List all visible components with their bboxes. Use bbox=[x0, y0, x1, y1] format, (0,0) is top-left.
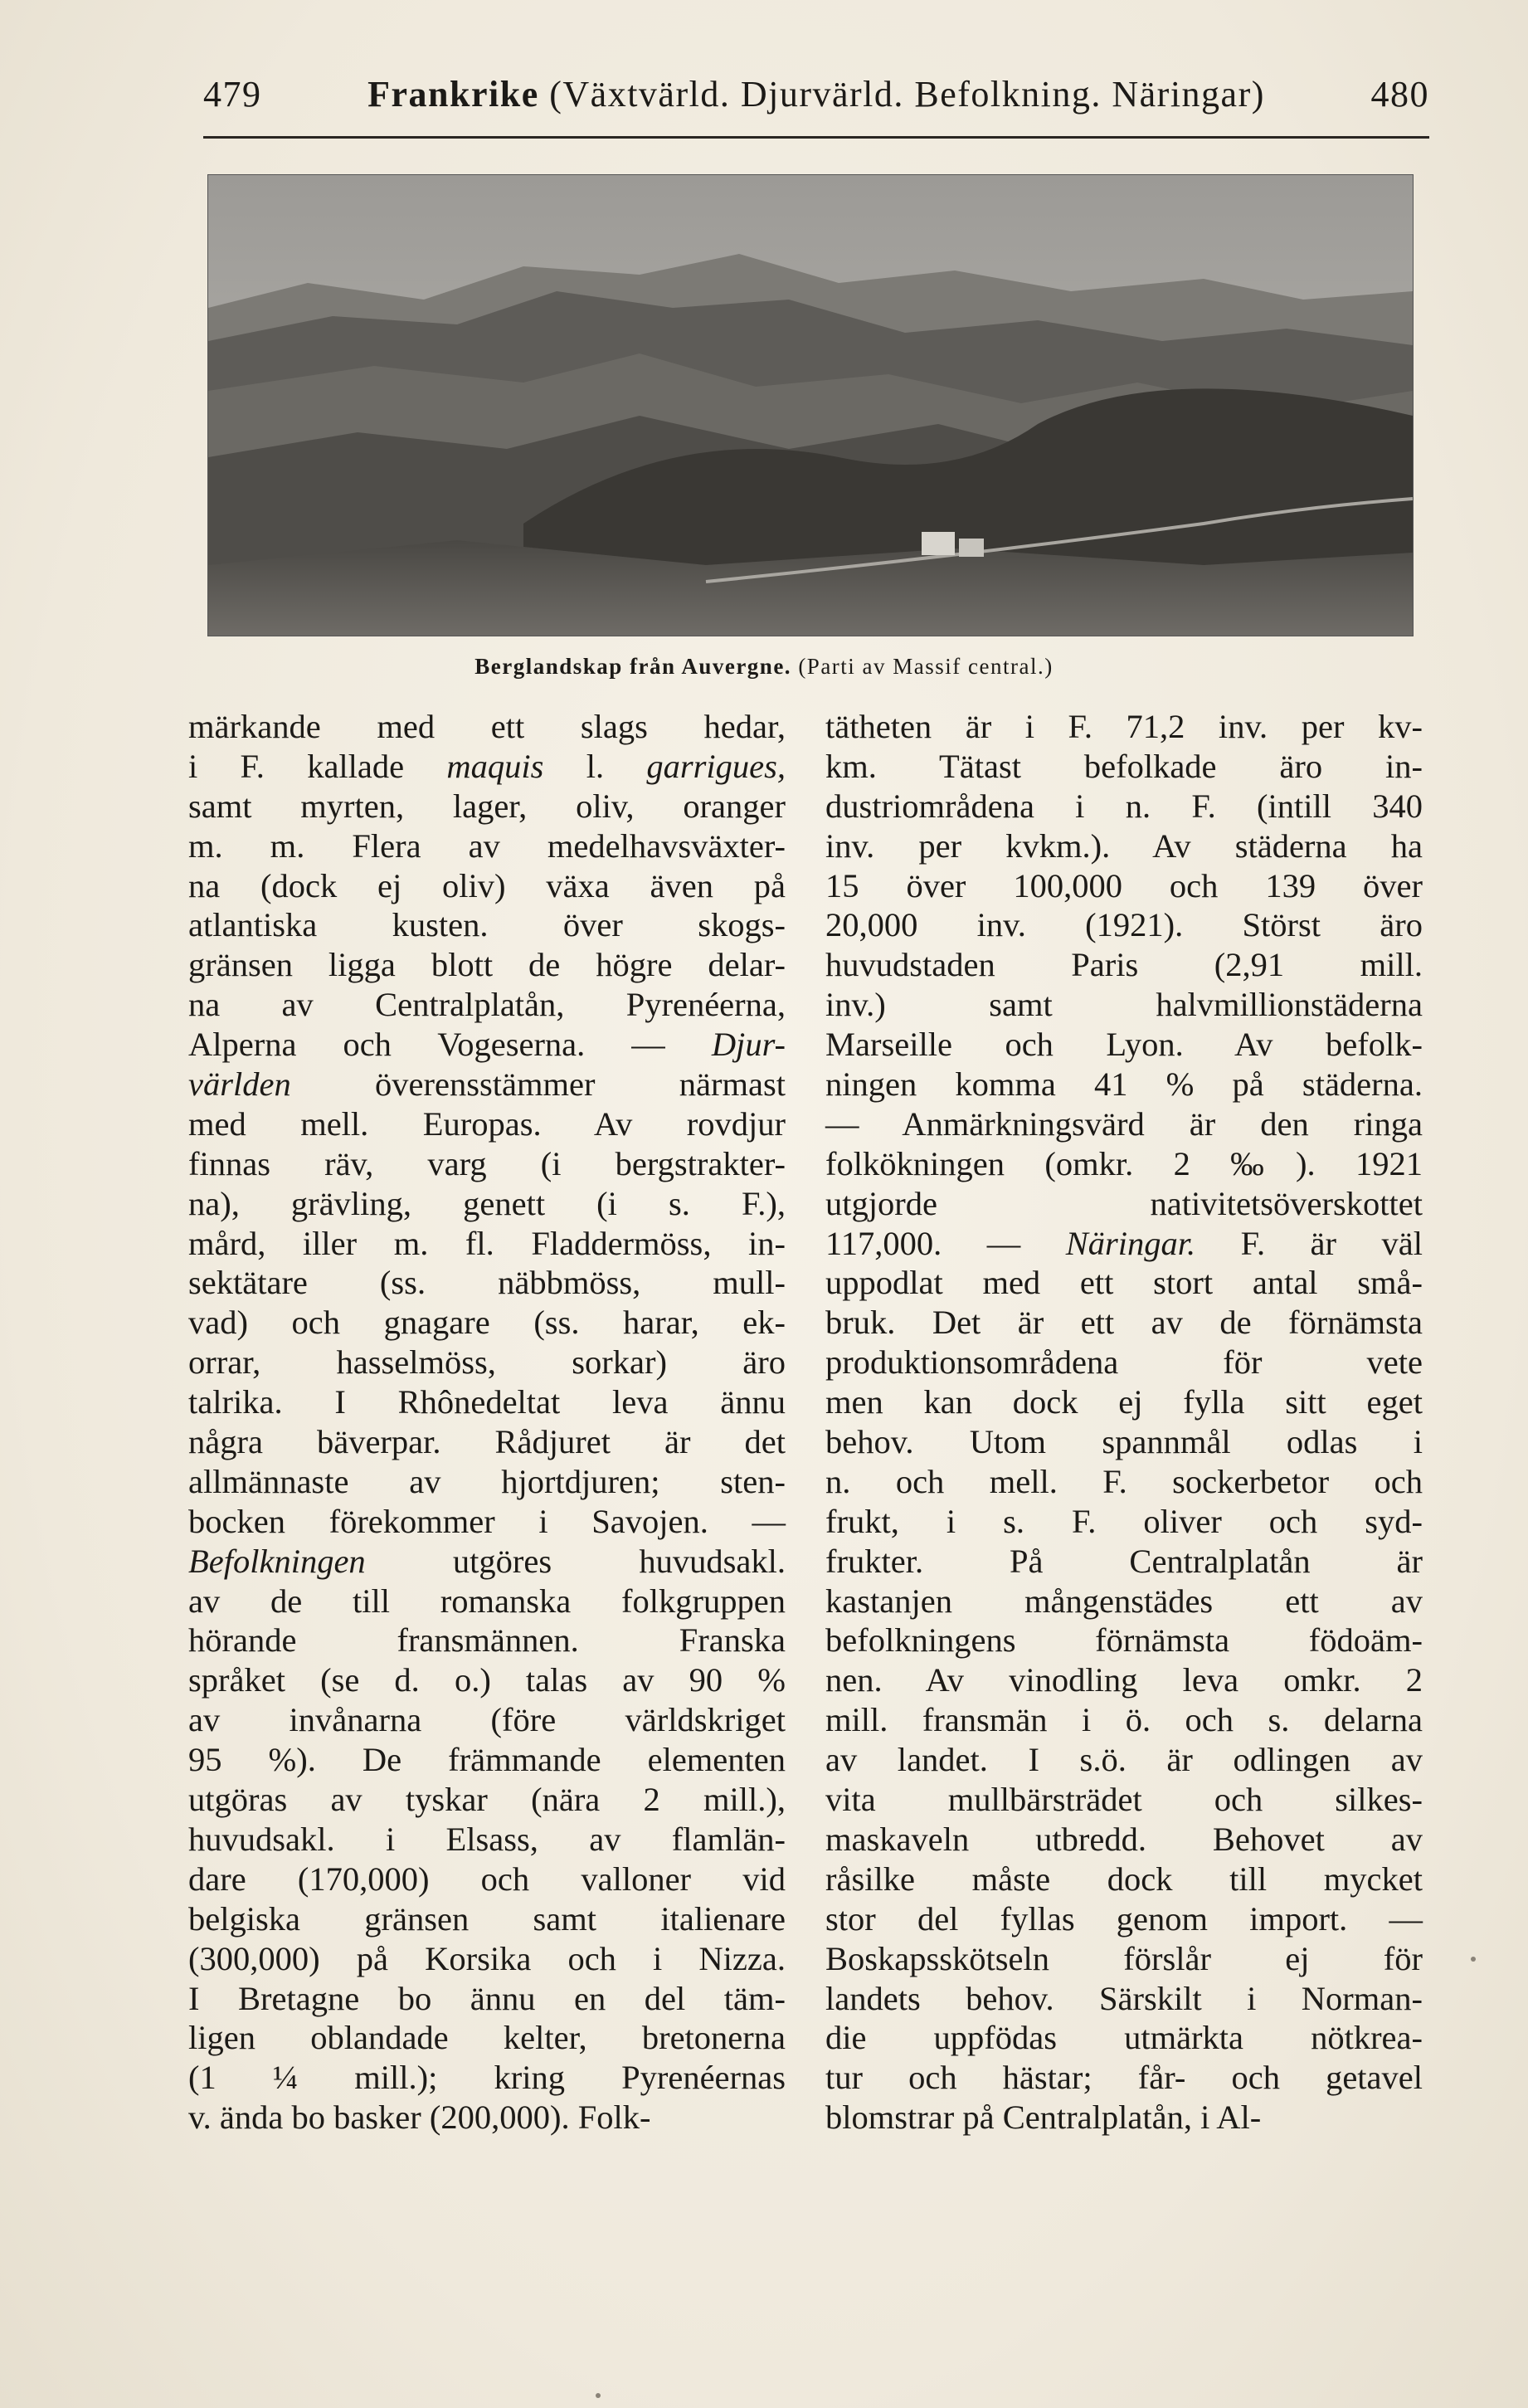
text-line: stor del fyllas genom import. — bbox=[825, 1899, 1423, 1938]
italic-term: Djur- bbox=[711, 1026, 786, 1064]
text-line: märkande med ett slags hedar, bbox=[188, 708, 786, 745]
text-line: vita mullbärsträdet och silkes- bbox=[825, 1781, 1423, 1819]
text-line: Alperna och Vogeserna. — Djur- bbox=[188, 1026, 786, 1064]
header-title-rest: (Växtvärld. Djurvärld. Befolkning. Näringar) bbox=[538, 74, 1265, 115]
text-line: 15 över 100,000 och 139 över bbox=[825, 866, 1423, 904]
text-line: råsilke måste dock till mycket bbox=[825, 1860, 1423, 1898]
text-line: m. m. Flera av medelhavsväxter- bbox=[188, 826, 786, 865]
text-line: huvudstaden Paris (2,91 mill. bbox=[825, 946, 1423, 984]
text-line: 20,000 inv. (1921). Störst äro bbox=[825, 906, 1423, 944]
text-line: v. ända bo basker (200,000). Folk- bbox=[188, 2098, 651, 2137]
text-line: ningen komma 41 % på städerna. bbox=[825, 1065, 1423, 1104]
text-line: sektätare (ss. näbbmöss, mull- bbox=[188, 1264, 786, 1302]
text-line: behov. Utom spannmål odlas i bbox=[825, 1423, 1423, 1461]
text-line: ligen oblandade kelter, bretonerna bbox=[188, 2019, 786, 2057]
text-line: 117,000. — Näringar. F. är väl bbox=[825, 1224, 1423, 1262]
text-line: blomstrar på Centralplatån, i Al- bbox=[825, 2098, 1262, 2137]
text-line: språket (se d. o.) talas av 90 % bbox=[188, 1661, 786, 1699]
text-line: dare (170,000) och valloner vid bbox=[188, 1860, 786, 1898]
header-rule bbox=[203, 136, 1429, 139]
text-line: produktionsområdena för vete bbox=[825, 1343, 1423, 1382]
text-line: befolkningens förnämsta födoäm- bbox=[825, 1621, 1423, 1660]
text-line: talrika. I Rhônedeltat leva ännu bbox=[188, 1383, 786, 1421]
text-line: gränsen ligga blott de högre delar- bbox=[188, 946, 786, 984]
text-line: nen. Av vinodling leva omkr. 2 bbox=[825, 1661, 1423, 1699]
text-line: med mell. Europas. Av rovdjur bbox=[188, 1104, 786, 1143]
text-line: av de till romanska folkgruppen bbox=[188, 1582, 786, 1620]
text-line: — Anmärkningsvärd är den ringa bbox=[825, 1104, 1423, 1143]
caption-bold: Berglandskap från Auvergne. bbox=[474, 654, 792, 679]
text-line: (1 ¼ mill.); kring Pyrenéernas bbox=[188, 2059, 786, 2097]
page-number-right: 480 bbox=[1370, 74, 1429, 115]
page-number-left: 479 bbox=[203, 74, 262, 115]
text-line: mill. fransmän i ö. och s. delarna bbox=[825, 1701, 1423, 1739]
text-line: (300,000) på Korsika och i Nizza. bbox=[188, 1939, 786, 1977]
italic-term: Befolkningen bbox=[188, 1542, 366, 1580]
text-line: n. och mell. F. sockerbetor och bbox=[825, 1462, 1423, 1500]
text-line: bocken förekommer i Savojen. — bbox=[188, 1502, 786, 1540]
text-line: folkökningen (omkr. 2 ‰). 1921 bbox=[825, 1144, 1423, 1182]
text-line: några bäverpar. Rådjuret är det bbox=[188, 1423, 786, 1461]
text-line: kastanjen mångenstädes ett av bbox=[825, 1582, 1423, 1620]
text-line: huvudsakl. i Elsass, av flamlän- bbox=[188, 1820, 786, 1858]
text-line: finnas räv, varg (i bergstrakter- bbox=[188, 1144, 786, 1182]
text-line: na (dock ej oliv) växa även på bbox=[188, 866, 786, 904]
text-line: I Bretagne bo ännu en del täm- bbox=[188, 1979, 786, 2017]
text-line: maskaveln utbredd. Behovet av bbox=[825, 1820, 1423, 1858]
text-line: allmännaste av hjortdjuren; sten- bbox=[188, 1462, 786, 1500]
italic-term: maquis bbox=[446, 747, 544, 785]
text-line: inv.) samt halvmillionstäderna bbox=[825, 986, 1423, 1024]
text-line: belgiska gränsen samt italienare bbox=[188, 1899, 786, 1938]
text-line: i F. kallade maquis l. garrigues, bbox=[188, 747, 786, 785]
text-line: landets behov. Särskilt i Norman- bbox=[825, 1979, 1423, 2017]
speck bbox=[1471, 1957, 1476, 1962]
text-line: atlantiska kusten. över skogs- bbox=[188, 906, 786, 944]
left-column bbox=[188, 707, 786, 2137]
text-line: hörande fransmännen. Franska bbox=[188, 1621, 786, 1660]
italic-term: garrigues, bbox=[646, 747, 786, 785]
text-line: mård, iller m. fl. Fladdermöss, in- bbox=[188, 1224, 786, 1262]
header-title bbox=[203, 73, 1429, 115]
italic-term: världen bbox=[188, 1065, 291, 1104]
text-line: frukt, i s. F. oliver och syd- bbox=[825, 1502, 1423, 1540]
text-line: bruk. Det är ett av de förnämsta bbox=[825, 1304, 1423, 1342]
running-header bbox=[203, 68, 1429, 126]
text-line: utgjorde nativitetsöverskottet bbox=[825, 1184, 1423, 1222]
text-line: men kan dock ej fylla sitt eget bbox=[825, 1383, 1423, 1421]
text-line: dustriområdena i n. F. (intill 340 bbox=[825, 787, 1423, 825]
text-line: Boskapsskötseln förslår ej för bbox=[825, 1939, 1423, 1977]
text-line: utgöras av tyskar (nära 2 mill.), bbox=[188, 1781, 786, 1819]
italic-term: Näringar. bbox=[1065, 1224, 1196, 1262]
text-line: av landet. I s.ö. är odlingen av bbox=[825, 1741, 1423, 1779]
text-line: 95 %). De främmande elementen bbox=[188, 1741, 786, 1779]
text-line: samt myrten, lager, oliv, oranger bbox=[188, 787, 786, 825]
text-line: uppodlat med ett stort antal små- bbox=[825, 1264, 1423, 1302]
text-line: na), grävling, genett (i s. F.), bbox=[188, 1184, 786, 1222]
text-line: vad) och gnagare (ss. harar, ek- bbox=[188, 1304, 786, 1342]
text-line: världen överensstämmer närmast bbox=[188, 1065, 786, 1104]
header-title-bold: Frankrike bbox=[367, 74, 539, 115]
text-line: km. Tätast befolkade äro in- bbox=[825, 747, 1423, 785]
text-line: die uppfödas utmärkta nötkrea- bbox=[825, 2019, 1423, 2057]
text-line: tur och hästar; får- och getavel bbox=[825, 2059, 1423, 2097]
landscape-photo bbox=[207, 174, 1414, 636]
right-column bbox=[825, 707, 1423, 2137]
figure-caption bbox=[0, 654, 1528, 680]
text-line: inv. per kvkm.). Av städerna ha bbox=[825, 826, 1423, 865]
text-line: Befolkningen utgöres huvudsakl. bbox=[188, 1542, 786, 1580]
text-line: na av Centralplatån, Pyrenéerna, bbox=[188, 986, 786, 1024]
text-line: av invånarna (före världskriget bbox=[188, 1701, 786, 1739]
caption-rest: (Parti av Massif central.) bbox=[791, 654, 1054, 679]
text-line: frukter. På Centralplatån är bbox=[825, 1542, 1423, 1580]
text-line: Marseille och Lyon. Av befolk- bbox=[825, 1026, 1423, 1064]
speck bbox=[596, 2393, 601, 2398]
text-line: orrar, hasselmöss, sorkar) äro bbox=[188, 1343, 786, 1382]
text-line: tätheten är i F. 71,2 inv. per kv- bbox=[825, 708, 1423, 745]
